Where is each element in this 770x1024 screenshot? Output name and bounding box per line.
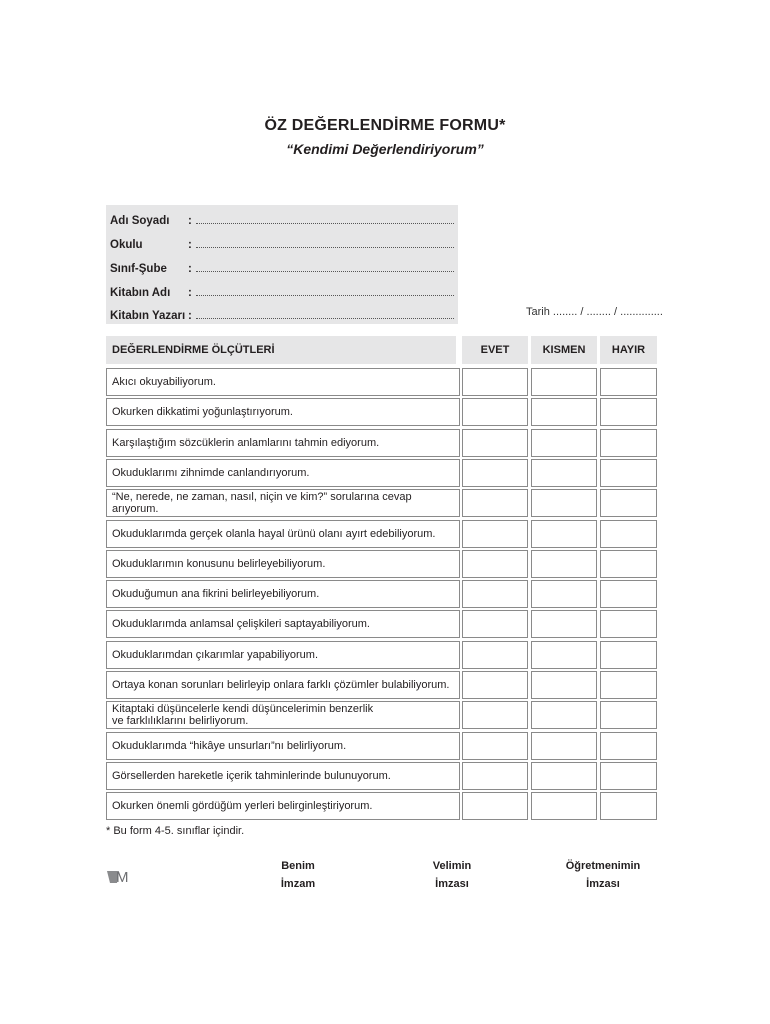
column-header-hayir: HAYIR bbox=[600, 336, 657, 364]
criterion-label: Okuduklarımda anlamsal çelişkileri saptayabiliyorum. bbox=[106, 610, 460, 638]
signature-label: İmzası bbox=[586, 878, 620, 890]
criterion-label: Okuduklarımda “hikâye unsurları”nı belirliyorum. bbox=[106, 732, 460, 760]
info-label: Okulu bbox=[110, 239, 143, 251]
form-title: ÖZ DEĞERLENDİRME FORMU* bbox=[264, 117, 506, 134]
evet-checkbox[interactable] bbox=[462, 429, 528, 457]
info-row-book bbox=[110, 281, 454, 299]
kismen-checkbox[interactable] bbox=[531, 550, 597, 578]
hayir-checkbox[interactable] bbox=[600, 398, 657, 426]
info-colon: : bbox=[188, 239, 192, 251]
info-colon: : bbox=[188, 263, 192, 275]
info-row-name bbox=[110, 209, 454, 227]
author-fill-line[interactable] bbox=[196, 314, 454, 319]
evet-checkbox[interactable] bbox=[462, 580, 528, 608]
evet-checkbox[interactable] bbox=[462, 550, 528, 578]
info-colon: : bbox=[188, 215, 192, 227]
criterion-label: Kitaptaki düşüncelerle kendi düşüncelerimin benzerlik ve farklılıklarını belirliyorum. bbox=[106, 701, 460, 729]
signature-label: İmzam bbox=[280, 878, 316, 890]
evet-checkbox[interactable] bbox=[462, 671, 528, 699]
logo-text: M bbox=[116, 869, 129, 885]
info-colon: : bbox=[188, 310, 192, 322]
hayir-checkbox[interactable] bbox=[600, 520, 657, 548]
evet-checkbox[interactable] bbox=[462, 701, 528, 729]
kismen-checkbox[interactable] bbox=[531, 762, 597, 790]
school-fill-line[interactable] bbox=[196, 243, 454, 248]
evet-checkbox[interactable] bbox=[462, 459, 528, 487]
criterion-label: Ortaya konan sorunları belirleyip onlara farklı çözümler bulabiliyorum. bbox=[106, 671, 460, 699]
info-row-class bbox=[110, 257, 454, 275]
class-fill-line[interactable] bbox=[196, 267, 454, 272]
kismen-checkbox[interactable] bbox=[531, 701, 597, 729]
evet-checkbox[interactable] bbox=[462, 641, 528, 669]
evet-checkbox[interactable] bbox=[462, 398, 528, 426]
hayir-checkbox[interactable] bbox=[600, 429, 657, 457]
kismen-checkbox[interactable] bbox=[531, 792, 597, 820]
info-label: Adı Soyadı bbox=[110, 215, 170, 227]
student-signature bbox=[258, 857, 338, 893]
info-colon: : bbox=[188, 287, 192, 299]
evet-checkbox[interactable] bbox=[462, 520, 528, 548]
hayir-checkbox[interactable] bbox=[600, 641, 657, 669]
name-fill-line[interactable] bbox=[196, 219, 454, 224]
info-row-author bbox=[110, 304, 454, 322]
hayir-checkbox[interactable] bbox=[600, 459, 657, 487]
kismen-checkbox[interactable] bbox=[531, 610, 597, 638]
date-field[interactable]: Tarih ........ / ........ / .............. bbox=[526, 306, 663, 318]
signature-label: Öğretmenimin bbox=[565, 860, 641, 872]
evet-checkbox[interactable] bbox=[462, 762, 528, 790]
form-subtitle: “Kendimi Değerlendiriyorum” bbox=[286, 141, 484, 157]
criterion-label: Okuduklarımın konusunu belirleyebiliyorum. bbox=[106, 550, 460, 578]
signature-label: İmzası bbox=[435, 878, 469, 890]
signature-label: Benim bbox=[281, 860, 315, 872]
kismen-checkbox[interactable] bbox=[531, 520, 597, 548]
criterion-label: Okurken önemli gördüğüm yerleri belirginleştiriyorum. bbox=[106, 792, 460, 820]
info-label: Kitabın Yazarı bbox=[110, 310, 186, 322]
footnote: * Bu form 4-5. sınıflar içindir. bbox=[106, 825, 245, 837]
criterion-label: “Ne, nerede, ne zaman, nasıl, niçin ve kim?” sorularına cevap arıyorum. bbox=[106, 489, 460, 517]
kismen-checkbox[interactable] bbox=[531, 368, 597, 396]
column-header-kismen: KISMEN bbox=[531, 336, 597, 364]
hayir-checkbox[interactable] bbox=[600, 792, 657, 820]
hayir-checkbox[interactable] bbox=[600, 762, 657, 790]
criterion-label: Akıcı okuyabiliyorum. bbox=[106, 368, 460, 396]
hayir-checkbox[interactable] bbox=[600, 368, 657, 396]
criteria-header: DEĞERLENDİRME ÖLÇÜTLERİ bbox=[106, 336, 456, 364]
column-header-evet: EVET bbox=[462, 336, 528, 364]
info-row-school bbox=[110, 233, 454, 251]
criterion-label: Görsellerden hareketle içerik tahminlerinde bulunuyorum. bbox=[106, 762, 460, 790]
kismen-checkbox[interactable] bbox=[531, 398, 597, 426]
criterion-label: Okuduklarımda gerçek olanla hayal ürünü olanı ayırt edebiliyorum. bbox=[106, 520, 460, 548]
kismen-checkbox[interactable] bbox=[531, 732, 597, 760]
hayir-checkbox[interactable] bbox=[600, 489, 657, 517]
hayir-checkbox[interactable] bbox=[600, 732, 657, 760]
book-fill-line[interactable] bbox=[196, 291, 454, 296]
evet-checkbox[interactable] bbox=[462, 610, 528, 638]
hayir-checkbox[interactable] bbox=[600, 701, 657, 729]
kismen-checkbox[interactable] bbox=[531, 489, 597, 517]
parent-signature bbox=[412, 857, 492, 893]
signature-label: Velimin bbox=[432, 860, 472, 872]
criterion-label: Okuduğumun ana fikrini belirleyebiliyorum. bbox=[106, 580, 460, 608]
kismen-checkbox[interactable] bbox=[531, 459, 597, 487]
kismen-checkbox[interactable] bbox=[531, 429, 597, 457]
evet-checkbox[interactable] bbox=[462, 368, 528, 396]
publisher-logo-icon bbox=[107, 867, 137, 885]
kismen-checkbox[interactable] bbox=[531, 641, 597, 669]
info-label: Kitabın Adı bbox=[110, 287, 171, 299]
teacher-signature bbox=[553, 857, 653, 893]
criterion-label: Okurken dikkatimi yoğunlaştırıyorum. bbox=[106, 398, 460, 426]
hayir-checkbox[interactable] bbox=[600, 580, 657, 608]
hayir-checkbox[interactable] bbox=[600, 550, 657, 578]
criterion-label: Okuduklarımdan çıkarımlar yapabiliyorum. bbox=[106, 641, 460, 669]
student-info-box bbox=[106, 205, 458, 324]
criterion-label: Okuduklarımı zihnimde canlandırıyorum. bbox=[106, 459, 460, 487]
evet-checkbox[interactable] bbox=[462, 792, 528, 820]
hayir-checkbox[interactable] bbox=[600, 671, 657, 699]
info-label: Sınıf-Şube bbox=[110, 263, 167, 275]
kismen-checkbox[interactable] bbox=[531, 671, 597, 699]
kismen-checkbox[interactable] bbox=[531, 580, 597, 608]
evet-checkbox[interactable] bbox=[462, 732, 528, 760]
hayir-checkbox[interactable] bbox=[600, 610, 657, 638]
evet-checkbox[interactable] bbox=[462, 489, 528, 517]
criterion-label: Karşılaştığım sözcüklerin anlamlarını tahmin ediyorum. bbox=[106, 429, 460, 457]
